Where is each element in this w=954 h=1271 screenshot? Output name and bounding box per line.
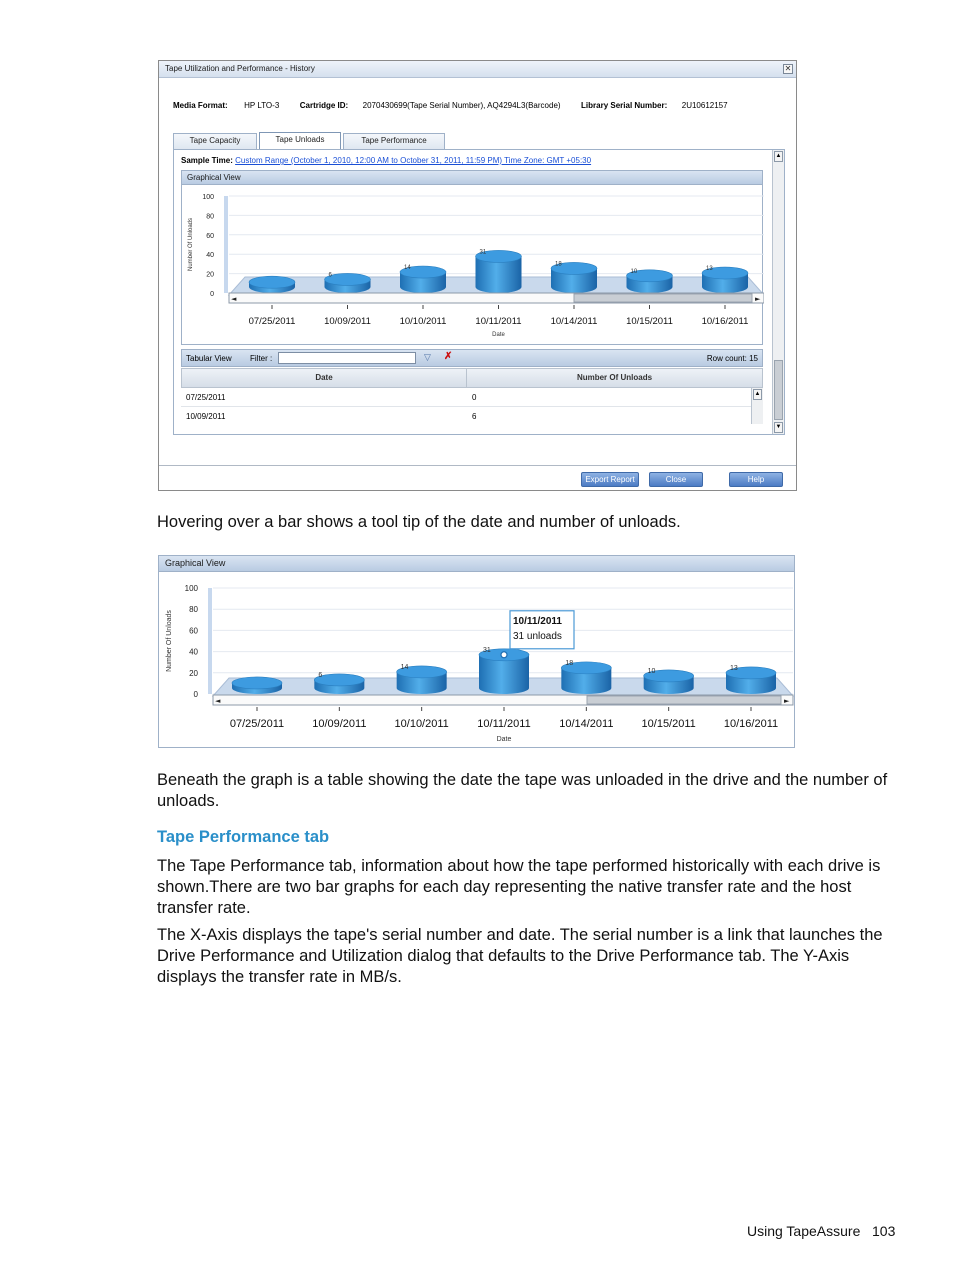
y-tick-label: 20 [189,668,198,678]
y-tick-label: 0 [193,690,198,699]
unloads-chart [182,171,764,346]
x-tick-label: 10/11/2011 [475,316,522,327]
close-icon[interactable]: ✕ [784,64,792,73]
media-info-row [173,101,728,110]
x-tick-label: 10/09/2011 [312,718,367,730]
unloads-chart-with-tooltip [159,556,796,749]
cell-unloads: 6 [472,412,477,421]
close-button[interactable]: Close [649,472,703,487]
export-report-button[interactable]: Export Report [581,472,639,487]
data-label: 10 [647,667,656,675]
y-tick-label: 40 [189,647,198,657]
y-tick-label: 40 [206,252,214,260]
media-format-label: Media Format: [173,101,228,110]
table-scrollbar[interactable] [751,388,763,424]
tab-tape-unloads[interactable]: Tape Unloads [259,132,341,150]
column-header-date[interactable]: Date [182,369,467,387]
x-tick-label: 10/16/2011 [723,718,779,730]
x-tick-label: 10/11/2011 [477,718,531,730]
table-header [181,368,763,388]
y-tick-label: 60 [189,626,198,636]
sample-time-link[interactable]: Custom Range (October 1, 2010, 12:00 AM to October 31, 2011, 11:59 PM) Time Zone: GMT +05:30 [235,156,592,165]
row-count: Row count: 15 [706,354,758,363]
table-row[interactable] [181,407,751,424]
filter-label: Filter : [250,354,273,363]
graphical-view-tooltip-screenshot [158,555,795,748]
tab-tape-performance[interactable]: Tape Performance [343,133,445,149]
y-tick-label: 20 [206,271,214,279]
x-tick-label: 10/14/2011 [559,718,614,730]
x-tick-label: 10/15/2011 [641,718,696,730]
media-format-value: HP LTO-3 [244,101,280,110]
section-heading: Tape Performance tab [157,828,330,846]
y-tick-label: 80 [189,605,198,615]
paragraph-performance-tab: The Tape Performance tab, information about how the tape performed historically with each drive is shown.There are two bar graphs for each day representing the native transfer rate and the host transfer rate. [157,857,881,917]
x-tick-label: 07/25/2011 [248,316,296,327]
paragraph-table-info: Beneath the graph is a table showing the date the tape was unloaded in the drive and the number of unloads. [157,771,888,810]
help-button[interactable]: Help [729,472,783,487]
filter-icon[interactable]: ▽ [424,352,431,362]
tooltip-value: 31 unloads [513,630,562,642]
y-tick-label: 100 [184,584,198,593]
page-number: 103 [872,1223,896,1239]
data-label: 18 [555,261,562,268]
dialog-separator [159,465,796,466]
scroll-left-icon: ◄ [215,697,221,705]
graphical-view-panel [181,170,763,345]
data-label: 6 [328,272,332,279]
scroll-thumb[interactable] [774,360,783,420]
footer-section: Using TapeAssure [747,1223,861,1239]
tab-tape-capacity[interactable]: Tape Capacity [173,133,257,149]
cell-date: 10/09/2011 [186,412,226,421]
y-axis-band [224,196,228,293]
data-label: 31 [479,249,487,256]
dialog-title: Tape Utilization and Performance - History [165,64,315,73]
y-tick-label: 0 [210,291,214,298]
y-tick-label: 60 [206,232,214,240]
x-tick-label: 10/10/2011 [394,718,449,730]
x-tick-label: 10/16/2011 [701,316,749,327]
graphical-view-header: Graphical View [182,171,762,185]
tabular-view-label: Tabular View [186,354,232,363]
hover-marker [501,652,507,658]
paragraph-x-axis: The X-Axis displays the tape's serial number and date. The serial number is a link that launches the Drive Performance and Utilization dialog that defaults to the Drive Performance tab. The Y-Axis displays the transfer rate in MB/s. [157,926,883,986]
data-label: 31 [483,646,491,654]
x-tick-label: 10/14/2011 [550,316,598,327]
y-tick-label: 80 [206,213,214,221]
x-tick-label: 10/10/2011 [399,316,447,327]
column-header-unloads[interactable]: Number Of Unloads [576,373,653,382]
y-tick-label: 100 [202,194,214,201]
h-scrollbar-thumb [574,294,752,302]
tooltip-date: 10/11/2011 [513,615,562,627]
cell-unloads: 0 [472,393,477,402]
y-axis-label: Number Of Unloads [166,610,173,672]
data-label: 6 [318,671,323,679]
cell-date: 07/25/2011 [186,393,226,402]
cartridge-id-value: 2070430699(Tape Serial Number), AQ4294L3(Barcode) [362,101,561,110]
panel-scrollbar[interactable] [772,150,784,434]
data-label: 10 [630,268,638,275]
data-label: 14 [400,663,409,671]
y-axis-label: Number Of Unloads [188,217,194,272]
tabular-view-bar [181,349,763,367]
paragraph-tooltip-info: Hovering over a bar shows a tool tip of the date and number of unloads. [157,513,681,531]
data-label: 13 [730,664,738,672]
h-scrollbar-thumb [587,696,781,704]
scroll-right-icon: ► [784,697,790,705]
clear-filter-icon[interactable]: ✗ [444,351,453,362]
bar-top [249,276,295,288]
x-tick-label: 10/15/2011 [626,316,673,327]
x-axis-label: Date [496,736,512,743]
x-tick-label: 07/25/2011 [229,718,285,730]
dialog-titlebar [159,61,796,78]
x-axis-label: Date [492,332,505,338]
graphical-view-header: Graphical View [159,556,794,572]
unloads-table [181,368,763,424]
y-axis-band [208,588,212,694]
sample-time-label: Sample Time: [181,156,233,165]
scroll-up-icon[interactable]: ▲ [753,389,762,400]
data-label: 13 [706,266,713,273]
tab-panel [173,149,785,435]
data-label: 18 [565,659,574,667]
scroll-up-icon[interactable]: ▲ [774,151,783,162]
filter-input[interactable] [278,352,416,364]
sample-time-row [181,156,591,165]
table-row[interactable] [181,388,751,407]
scroll-right-icon: ► [755,295,761,303]
library-serial-label: Library Serial Number: [581,101,668,110]
scroll-left-icon: ◄ [231,295,237,303]
scroll-down-icon[interactable]: ▼ [774,422,783,433]
cartridge-id-label: Cartridge ID: [299,101,349,110]
history-dialog [158,60,797,491]
data-label: 14 [404,265,411,272]
bar-top [232,677,282,689]
x-tick-label: 10/09/2011 [324,316,371,327]
library-serial-value: 2U10612157 [681,101,728,110]
